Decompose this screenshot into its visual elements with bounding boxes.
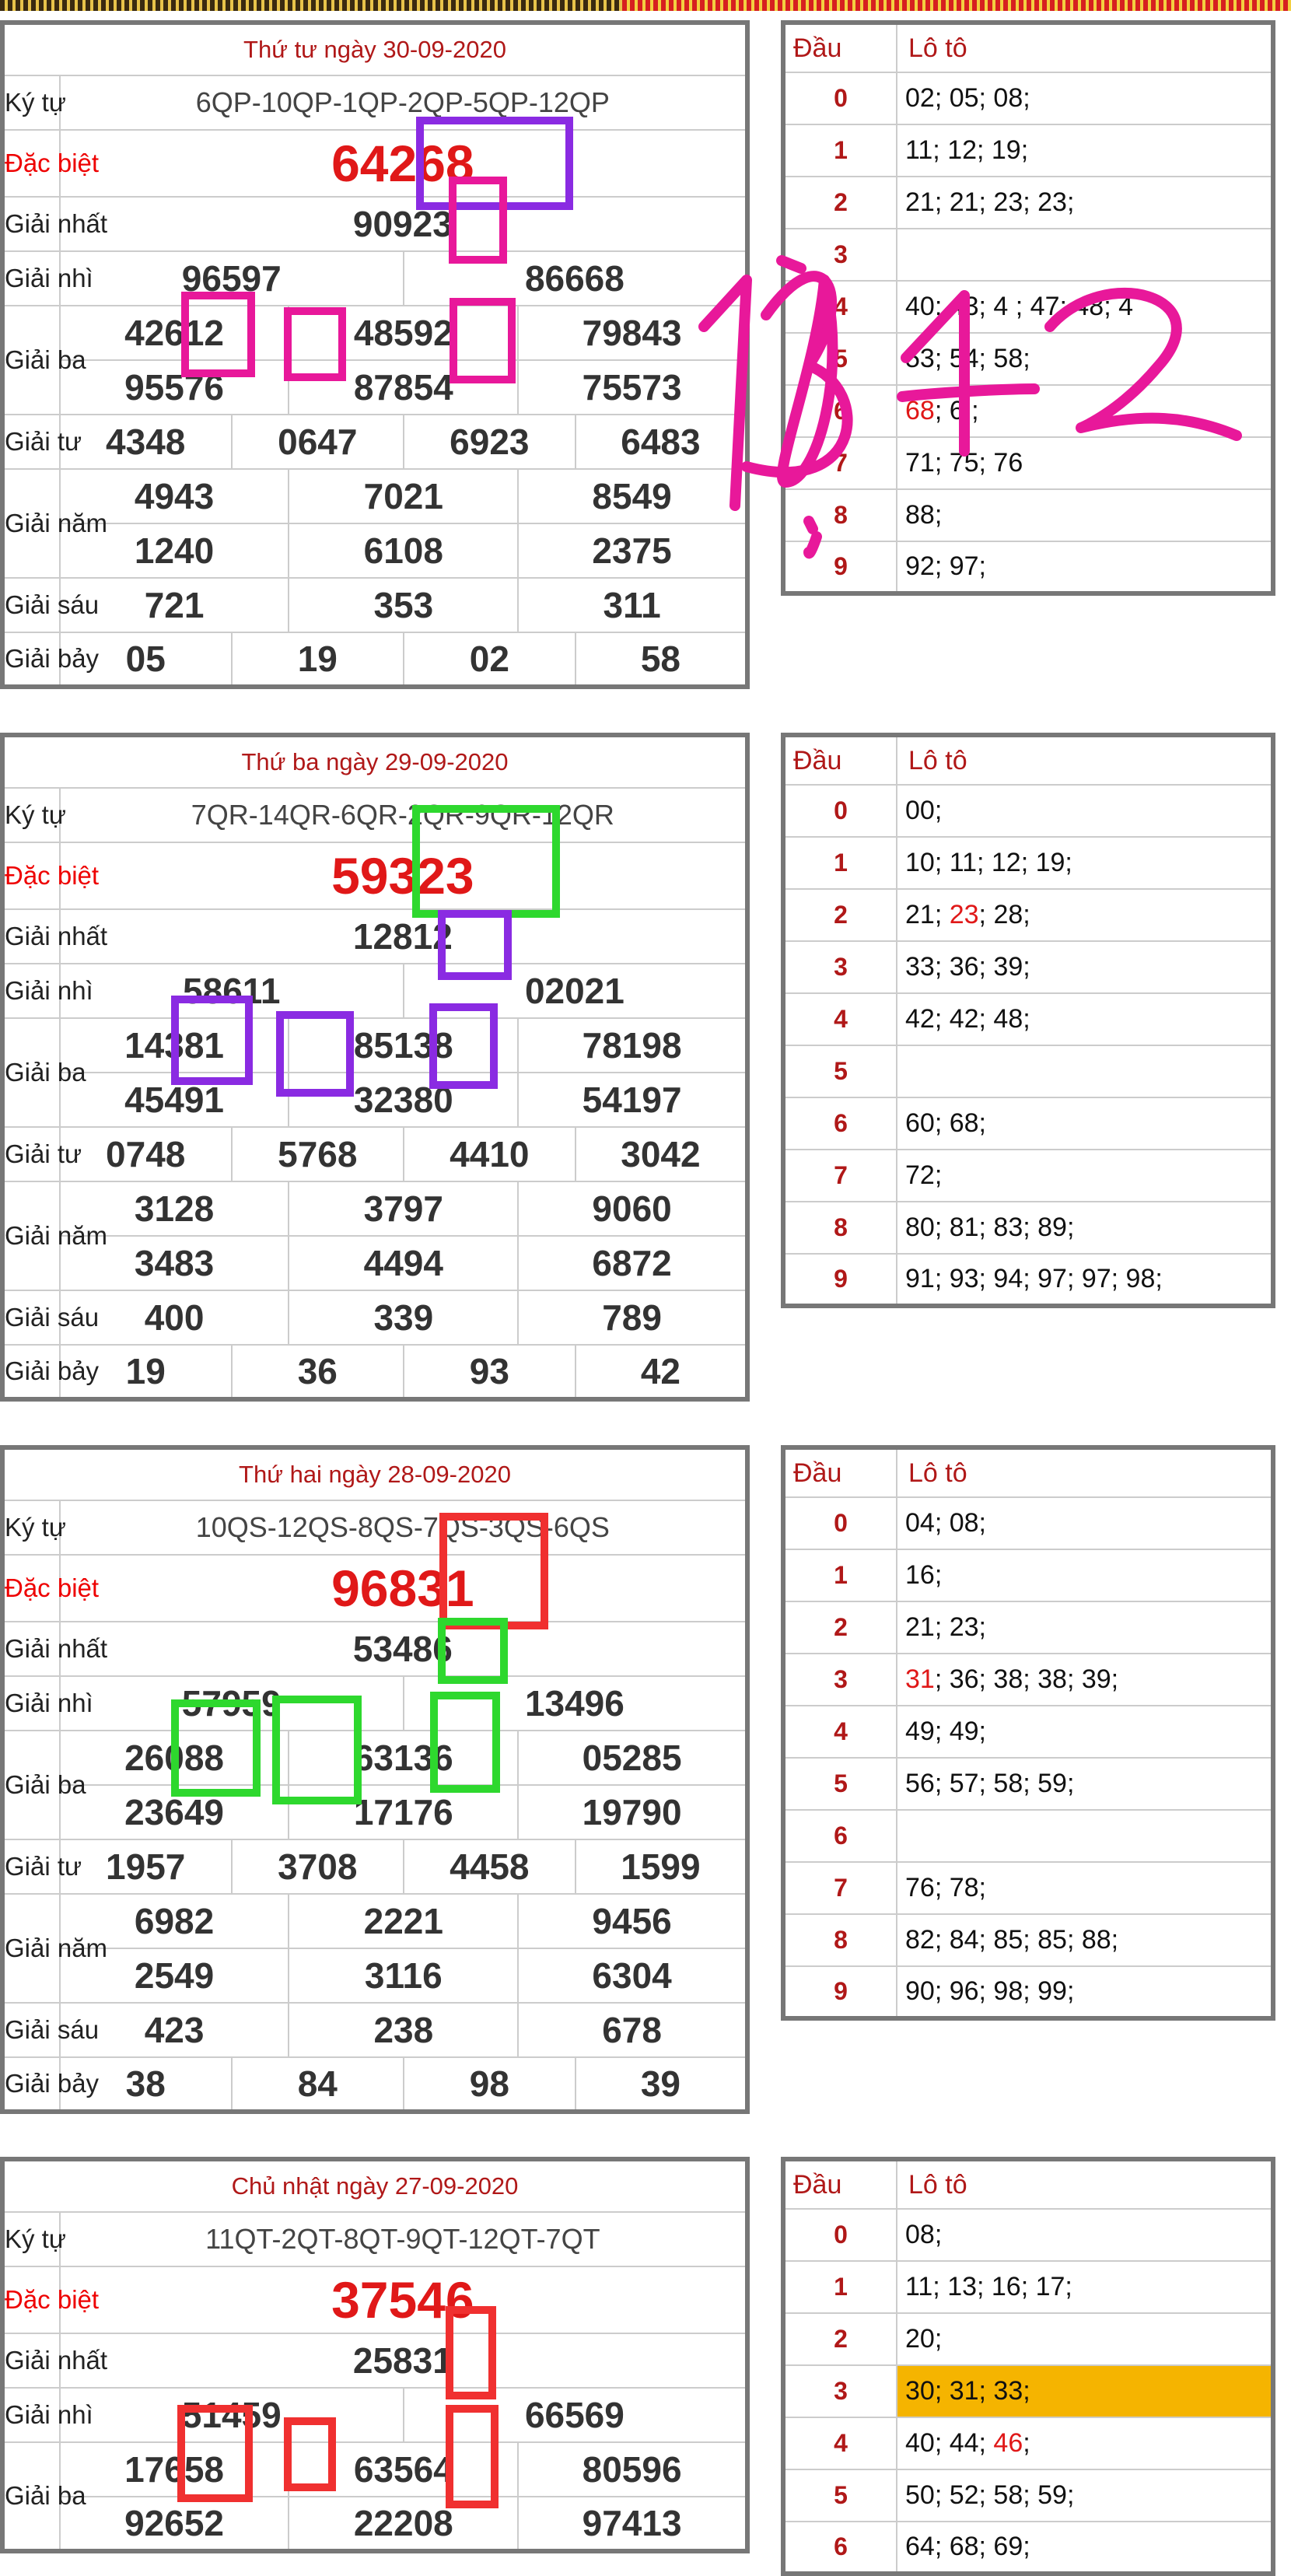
third-prize-number: 14381	[60, 1018, 289, 1073]
loto-head-digit: 4	[783, 993, 897, 1045]
seventh-prize-number: 19	[60, 1345, 232, 1399]
third-prize-number: 63136	[289, 1731, 518, 1785]
fourth-prize-number: 4410	[404, 1127, 576, 1181]
fifth-prize-number: 1240	[60, 523, 289, 578]
loto-header-loto: Lô tô	[897, 735, 1273, 785]
loto-head-digit: 4	[783, 2417, 897, 2469]
third-prize-number: 95576	[60, 360, 289, 415]
loto-header-loto: Lô tô	[897, 1447, 1273, 1497]
loto-values: 72;	[897, 1150, 1273, 1202]
loto-head-digit: 5	[783, 2469, 897, 2522]
fifth-prize-number: 4494	[289, 1236, 518, 1290]
third-prize-number: 48592	[289, 306, 518, 360]
fifth-prize-number: 9060	[518, 1181, 747, 1236]
loto-values: 08;	[897, 2209, 1273, 2261]
loto-values: 82; 84; 85; 85; 88;	[897, 1914, 1273, 1966]
fifth-prize-number: 2375	[518, 523, 747, 578]
sixth-prize-number: 238	[289, 2003, 518, 2057]
label-ky-tu: Ký tự	[2, 2212, 60, 2266]
loto-head-digit: 6	[783, 1097, 897, 1150]
third-prize-number: 80596	[518, 2442, 747, 2497]
loto-table	[781, 1445, 1275, 2021]
loto-head-digit: 7	[783, 437, 897, 489]
seventh-prize-number: 02	[404, 632, 576, 687]
third-prize-number: 22208	[289, 2497, 518, 2551]
label-giai-nam: Giải năm	[2, 469, 60, 578]
special-prize: 96831	[60, 1555, 747, 1622]
sixth-prize-number: 311	[518, 578, 747, 632]
seventh-prize-number: 42	[576, 1345, 747, 1399]
loto-values: 92; 97;	[897, 541, 1273, 593]
loto-head-digit: 0	[783, 785, 897, 837]
third-prize-number: 87854	[289, 360, 518, 415]
loto-values: 49; 49;	[897, 1706, 1273, 1758]
label-giai-bay: Giải bảy	[2, 1345, 60, 1399]
third-prize-number: 45491	[60, 1073, 289, 1127]
loto-values: 91; 93; 94; 97; 97; 98;	[897, 1254, 1273, 1306]
result-date-title: Chủ nhật ngày 27-09-2020	[2, 2159, 747, 2212]
fourth-prize-number: 3708	[232, 1839, 404, 1894]
loto-values	[897, 1810, 1273, 1862]
second-prize-number: 13496	[404, 1676, 747, 1731]
special-prize: 59323	[60, 842, 747, 909]
top-decorative-border	[0, 0, 1291, 11]
fifth-prize-number: 8549	[518, 469, 747, 523]
fourth-prize-number: 6483	[576, 415, 747, 469]
loto-head-digit: 5	[783, 333, 897, 385]
seventh-prize-number: 58	[576, 632, 747, 687]
label-giai-nhat: Giải nhất	[2, 197, 60, 251]
loto-values: 88;	[897, 489, 1273, 541]
seventh-prize-number: 98	[404, 2057, 576, 2112]
label-giai-ba: Giải ba	[2, 1018, 60, 1127]
ky-tu-codes: 10QS-12QS-8QS-7QS-3QS-6QS	[60, 1500, 747, 1555]
loto-head-digit: 1	[783, 837, 897, 889]
loto-table	[781, 2157, 1275, 2576]
loto-head-digit: 2	[783, 889, 897, 941]
label-giai-nam: Giải năm	[2, 1894, 60, 2003]
loto-special-number: 23	[949, 900, 979, 929]
fourth-prize-number: 4348	[60, 415, 232, 469]
third-prize-number: 92652	[60, 2497, 289, 2551]
second-prize-number: 96597	[60, 251, 404, 306]
loto-head-digit: 8	[783, 1914, 897, 1966]
label-giai-nhat: Giải nhất	[2, 1622, 60, 1676]
loto-values: 20;	[897, 2313, 1273, 2365]
third-prize-number: 26088	[60, 1731, 289, 1785]
loto-head-digit: 1	[783, 1549, 897, 1601]
sixth-prize-number: 789	[518, 1290, 747, 1345]
loto-head-digit: 5	[783, 1758, 897, 1810]
fifth-prize-number: 3483	[60, 1236, 289, 1290]
fifth-prize-number: 6872	[518, 1236, 747, 1290]
second-prize-number: 58611	[60, 964, 404, 1018]
first-prize: 12812	[60, 909, 747, 964]
label-dac-biet: Đặc biệt	[2, 130, 60, 197]
first-prize: 25831	[60, 2333, 747, 2388]
loto-head-digit: 2	[783, 1601, 897, 1654]
label-ky-tu: Ký tự	[2, 1500, 60, 1555]
loto-values: 90; 96; 98; 99;	[897, 1966, 1273, 2018]
result-table	[0, 20, 750, 689]
third-prize-number: 42612	[60, 306, 289, 360]
fourth-prize-number: 3042	[576, 1127, 747, 1181]
loto-values: 76; 78;	[897, 1862, 1273, 1914]
fourth-prize-number: 1957	[60, 1839, 232, 1894]
loto-head-digit: 3	[783, 941, 897, 993]
loto-values: 30; 31; 33;	[897, 2365, 1273, 2417]
sixth-prize-number: 339	[289, 1290, 518, 1345]
loto-head-digit: 9	[783, 1254, 897, 1306]
loto-header-dau: Đầu	[783, 23, 897, 72]
loto-values: 33; 36; 39;	[897, 941, 1273, 993]
label-giai-nhi: Giải nhì	[2, 1676, 60, 1731]
seventh-prize-number: 38	[60, 2057, 232, 2112]
loto-head-digit: 4	[783, 281, 897, 333]
loto-values: 71; 75; 76	[897, 437, 1273, 489]
third-prize-number: 63564	[289, 2442, 518, 2497]
loto-values: 42; 42; 48;	[897, 993, 1273, 1045]
result-table	[0, 2157, 750, 2553]
loto-values: 80; 81; 83; 89;	[897, 1202, 1273, 1254]
seventh-prize-number: 93	[404, 1345, 576, 1399]
loto-values: 16;	[897, 1549, 1273, 1601]
first-prize: 53486	[60, 1622, 747, 1676]
loto-values: 64; 68; 69;	[897, 2522, 1273, 2574]
third-prize-number: 54197	[518, 1073, 747, 1127]
label-giai-nam: Giải năm	[2, 1181, 60, 1290]
sixth-prize-number: 400	[60, 1290, 289, 1345]
sixth-prize-number: 423	[60, 2003, 289, 2057]
fourth-prize-number: 6923	[404, 415, 576, 469]
label-giai-tu: Giải tư	[2, 1839, 60, 1894]
loto-head-digit: 4	[783, 1706, 897, 1758]
result-date-title: Thứ ba ngày 29-09-2020	[2, 735, 747, 788]
fourth-prize-number: 0748	[60, 1127, 232, 1181]
sixth-prize-number: 353	[289, 578, 518, 632]
loto-head-digit: 7	[783, 1862, 897, 1914]
result-date-title: Thứ tư ngày 30-09-2020	[2, 23, 747, 75]
fifth-prize-number: 9456	[518, 1894, 747, 1948]
loto-head-digit: 1	[783, 2261, 897, 2313]
second-prize-number: 02021	[404, 964, 747, 1018]
loto-special-number: 68	[905, 396, 935, 425]
label-giai-bay: Giải bảy	[2, 632, 60, 687]
loto-head-digit: 8	[783, 1202, 897, 1254]
loto-values: 53; 54; 58;	[897, 333, 1273, 385]
label-giai-nhat: Giải nhất	[2, 2333, 60, 2388]
fifth-prize-number: 6982	[60, 1894, 289, 1948]
loto-header-loto: Lô tô	[897, 23, 1273, 72]
label-giai-bay: Giải bảy	[2, 2057, 60, 2112]
loto-head-digit: 1	[783, 124, 897, 177]
loto-head-digit: 6	[783, 2522, 897, 2574]
loto-values: 21; 21; 23; 23;	[897, 177, 1273, 229]
loto-header-loto: Lô tô	[897, 2159, 1273, 2209]
label-giai-sau: Giải sáu	[2, 1290, 60, 1345]
loto-values: 00;	[897, 785, 1273, 837]
fifth-prize-number: 2221	[289, 1894, 518, 1948]
loto-head-digit: 3	[783, 2365, 897, 2417]
fifth-prize-number: 2549	[60, 1948, 289, 2003]
fifth-prize-number: 7021	[289, 469, 518, 523]
label-dac-biet: Đặc biệt	[2, 1555, 60, 1622]
loto-head-digit: 0	[783, 2209, 897, 2261]
loto-values: 60; 68;	[897, 1097, 1273, 1150]
loto-special-number: 46	[993, 2428, 1023, 2458]
fourth-prize-number: 1599	[576, 1839, 747, 1894]
third-prize-number: 23649	[60, 1785, 289, 1839]
fifth-prize-number: 6304	[518, 1948, 747, 2003]
loto-values: 10; 11; 12; 19;	[897, 837, 1273, 889]
sixth-prize-number: 678	[518, 2003, 747, 2057]
first-prize: 90923	[60, 197, 747, 251]
loto-values: 50; 52; 58; 59;	[897, 2469, 1273, 2522]
third-prize-number: 32380	[289, 1073, 518, 1127]
label-giai-nhi: Giải nhì	[2, 251, 60, 306]
loto-special-number: 31	[905, 1664, 935, 1694]
loto-values	[897, 229, 1273, 281]
loto-header-dau: Đầu	[783, 1447, 897, 1497]
label-giai-ba: Giải ba	[2, 306, 60, 415]
second-prize-number: 57959	[60, 1676, 404, 1731]
fifth-prize-number: 3128	[60, 1181, 289, 1236]
label-giai-tu: Giải tư	[2, 415, 60, 469]
loto-head-digit: 0	[783, 1497, 897, 1549]
second-prize-number: 86668	[404, 251, 747, 306]
label-giai-sau: Giải sáu	[2, 578, 60, 632]
loto-values: 04; 08;	[897, 1497, 1273, 1549]
loto-head-digit: 2	[783, 2313, 897, 2365]
loto-header-dau: Đầu	[783, 735, 897, 785]
label-giai-nhi: Giải nhì	[2, 2388, 60, 2442]
third-prize-number: 19790	[518, 1785, 747, 1839]
fourth-prize-number: 0647	[232, 415, 404, 469]
label-ky-tu: Ký tự	[2, 75, 60, 130]
label-dac-biet: Đặc biệt	[2, 2266, 60, 2333]
loto-values	[897, 1045, 1273, 1097]
seventh-prize-number: 84	[232, 2057, 404, 2112]
third-prize-number: 79843	[518, 306, 747, 360]
seventh-prize-number: 36	[232, 1345, 404, 1399]
label-giai-tu: Giải tư	[2, 1127, 60, 1181]
loto-values: 02; 05; 08;	[897, 72, 1273, 124]
fourth-prize-number: 4458	[404, 1839, 576, 1894]
special-prize: 37546	[60, 2266, 747, 2333]
third-prize-number: 17658	[60, 2442, 289, 2497]
loto-values: 68; 6 ;	[897, 385, 1273, 437]
label-giai-sau: Giải sáu	[2, 2003, 60, 2057]
result-date-title: Thứ hai ngày 28-09-2020	[2, 1447, 747, 1500]
seventh-prize-number: 05	[60, 632, 232, 687]
third-prize-number: 85138	[289, 1018, 518, 1073]
seventh-prize-number: 19	[232, 632, 404, 687]
loto-values: 21; 23; 28;	[897, 889, 1273, 941]
loto-values: 56; 57; 58; 59;	[897, 1758, 1273, 1810]
loto-values: 11; 13; 16; 17;	[897, 2261, 1273, 2313]
third-prize-number: 78198	[518, 1018, 747, 1073]
fourth-prize-number: 5768	[232, 1127, 404, 1181]
loto-head-digit: 6	[783, 1810, 897, 1862]
label-giai-ba: Giải ba	[2, 1731, 60, 1839]
loto-head-digit: 6	[783, 385, 897, 437]
label-giai-nhi: Giải nhì	[2, 964, 60, 1018]
loto-head-digit: 8	[783, 489, 897, 541]
fifth-prize-number: 3116	[289, 1948, 518, 2003]
third-prize-number: 97413	[518, 2497, 747, 2551]
loto-table	[781, 733, 1275, 1308]
loto-header-dau: Đầu	[783, 2159, 897, 2209]
label-dac-biet: Đặc biệt	[2, 842, 60, 909]
sixth-prize-number: 721	[60, 578, 289, 632]
label-ky-tu: Ký tự	[2, 788, 60, 842]
loto-head-digit: 5	[783, 1045, 897, 1097]
result-table	[0, 1445, 750, 2114]
loto-head-digit: 9	[783, 1966, 897, 2018]
ky-tu-codes: 7QR-14QR-6QR-2QR-9QR-12QR	[60, 788, 747, 842]
special-prize: 64268	[60, 130, 747, 197]
second-prize-number: 66569	[404, 2388, 747, 2442]
loto-head-digit: 3	[783, 1654, 897, 1706]
fifth-prize-number: 3797	[289, 1181, 518, 1236]
loto-head-digit: 9	[783, 541, 897, 593]
ky-tu-codes: 6QP-10QP-1QP-2QP-5QP-12QP	[60, 75, 747, 130]
fifth-prize-number: 4943	[60, 469, 289, 523]
third-prize-number: 75573	[518, 360, 747, 415]
seventh-prize-number: 39	[576, 2057, 747, 2112]
fifth-prize-number: 6108	[289, 523, 518, 578]
third-prize-number: 17176	[289, 1785, 518, 1839]
ky-tu-codes: 11QT-2QT-8QT-9QT-12QT-7QT	[60, 2212, 747, 2266]
loto-values: 31; 36; 38; 38; 39;	[897, 1654, 1273, 1706]
loto-values: 40; 44; 46;	[897, 2417, 1273, 2469]
result-table	[0, 733, 750, 1402]
second-prize-number: 51459	[60, 2388, 404, 2442]
loto-values: 21; 23;	[897, 1601, 1273, 1654]
loto-values: 40; 43; 4 ; 47; 48; 4	[897, 281, 1273, 333]
loto-head-digit: 3	[783, 229, 897, 281]
loto-head-digit: 2	[783, 177, 897, 229]
label-giai-nhat: Giải nhất	[2, 909, 60, 964]
label-giai-ba: Giải ba	[2, 2442, 60, 2551]
loto-table	[781, 20, 1275, 596]
loto-head-digit: 0	[783, 72, 897, 124]
third-prize-number: 05285	[518, 1731, 747, 1785]
loto-values: 11; 12; 19;	[897, 124, 1273, 177]
loto-head-digit: 7	[783, 1150, 897, 1202]
